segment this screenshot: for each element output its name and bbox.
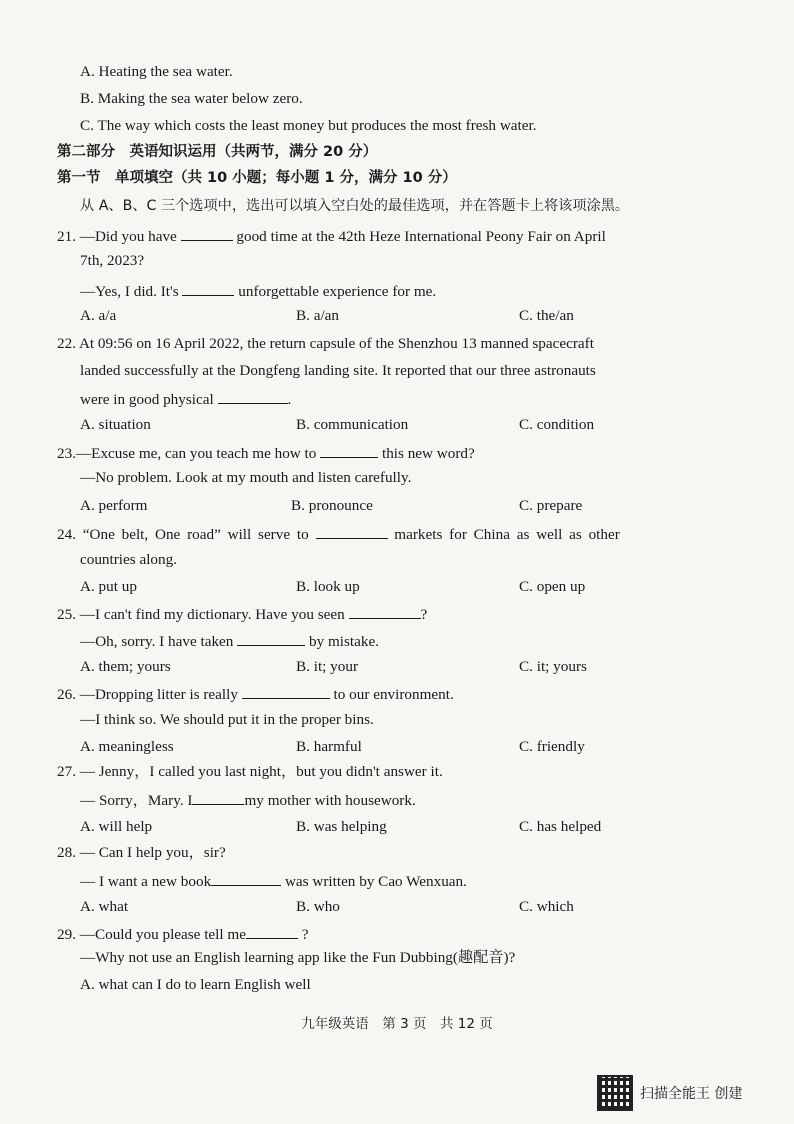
- q21-line1: 21. —Did you have good time at the 42th Heze International Peony Fair on April: [57, 225, 606, 247]
- prev-option-c: C. The way which costs the least money but produces the most fresh water.: [80, 117, 537, 134]
- q25-line1: 25. —I can't find my dictionary. Have you seen ?: [57, 603, 427, 625]
- q26-option-a: A. meaningless: [80, 738, 174, 755]
- q28-option-a: A. what: [80, 898, 129, 915]
- q25-option-a: A. them; yours: [80, 658, 171, 675]
- q21-option-c: C. the/an: [519, 307, 574, 324]
- q26-option-c: C. friendly: [519, 738, 585, 755]
- q21-line3: —Yes, I did. It's unforgettable experience for me.: [80, 280, 436, 302]
- answer-blank: [242, 683, 330, 699]
- q25-option-b: B. it; your: [296, 658, 359, 675]
- q25-line2: —Oh, sorry. I have taken by mistake.: [80, 630, 379, 652]
- q28-option-b: B. who: [296, 898, 340, 915]
- answer-blank: [181, 225, 233, 241]
- answer-blank: [192, 789, 244, 805]
- q21-option-a: A. a/a: [80, 307, 117, 324]
- answer-blank: [182, 280, 234, 296]
- q23-option-c: C. prepare: [519, 497, 583, 514]
- instruction: 从 A、B、C 三个选项中，选出可以填入空白处的最佳选项，并在答题卡上将该项涂黑。: [80, 198, 630, 214]
- q23-option-b: B. pronounce: [291, 497, 373, 514]
- q27-option-b: B. was helping: [296, 818, 387, 835]
- q22-option-c: C. condition: [519, 416, 595, 433]
- prev-option-a: A. Heating the sea water.: [80, 63, 233, 80]
- q27-option-a: A. will help: [80, 818, 153, 835]
- q23-line1: 23.—Excuse me, can you teach me how to this new word?: [57, 442, 475, 464]
- answer-blank: [320, 442, 378, 458]
- q28-option-c: C. which: [519, 898, 574, 915]
- q28-line1: 28. — Can I help you，sir?: [57, 844, 226, 861]
- q22-line2: landed successfully at the Dongfeng landing site. It reported that our three astronauts: [80, 362, 596, 379]
- section1-heading: 第一节 单项填空（共 10 小题；每小题 1 分，满分 10 分）: [57, 170, 457, 186]
- part2-heading: 第二部分 英语知识运用（共两节，满分 20 分）: [57, 144, 378, 160]
- prev-option-b: B. Making the sea water below zero.: [80, 90, 303, 107]
- q22-line3: were in good physical .: [80, 388, 291, 410]
- q24-option-b: B. look up: [296, 578, 360, 595]
- q24-line2: countries along.: [80, 551, 178, 568]
- answer-blank: [237, 630, 305, 646]
- answer-blank: [349, 603, 421, 619]
- q23-line2: —No problem. Look at my mouth and listen carefully.: [80, 469, 412, 486]
- q28-line2: — I want a new book was written by Cao Wenxuan.: [80, 870, 467, 892]
- scanner-brand-label: 扫描全能王 创建: [640, 1086, 743, 1102]
- q26-line2: —I think so. We should put it in the proper bins.: [80, 711, 374, 728]
- q29-option-a: A. what can I do to learn English well: [80, 976, 311, 993]
- q22-line1: 22. At 09:56 on 16 April 2022, the return capsule of the Shenzhou 13 manned spacecraft: [57, 335, 594, 352]
- answer-blank: [211, 870, 281, 886]
- qr-code-icon: [597, 1075, 633, 1111]
- q21-option-b: B. a/an: [296, 307, 340, 324]
- q27-line1: 27. — Jenny，I called you last night，but you didn't answer it.: [57, 763, 443, 780]
- q24-line1: 24. “One belt, One road” will serve to markets for China as well as other: [57, 523, 620, 545]
- q27-option-c: C. has helped: [519, 818, 602, 835]
- q25-option-c: C. it; yours: [519, 658, 587, 675]
- answer-blank: [316, 523, 388, 539]
- q21-line2: 7th, 2023?: [80, 252, 145, 269]
- q24-option-a: A. put up: [80, 578, 137, 595]
- page-footer: 九年级英语 第 3 页 共 12 页: [301, 1016, 493, 1032]
- q22-option-b: B. communication: [296, 416, 409, 433]
- answer-blank: [218, 388, 288, 404]
- q29-line2: —Why not use an English learning app like the Fun Dubbing(趣配音)?: [80, 949, 516, 966]
- answer-blank: [246, 923, 298, 939]
- q24-option-c: C. open up: [519, 578, 586, 595]
- q23-option-a: A. perform: [80, 497, 148, 514]
- q26-line1: 26. —Dropping litter is really to our environment.: [57, 683, 454, 705]
- q29-line1: 29. —Could you please tell me ?: [57, 923, 309, 945]
- q22-option-a: A. situation: [80, 416, 151, 433]
- q27-line2: — Sorry，Mary. I my mother with housework.: [80, 789, 416, 811]
- q26-option-b: B. harmful: [296, 738, 362, 755]
